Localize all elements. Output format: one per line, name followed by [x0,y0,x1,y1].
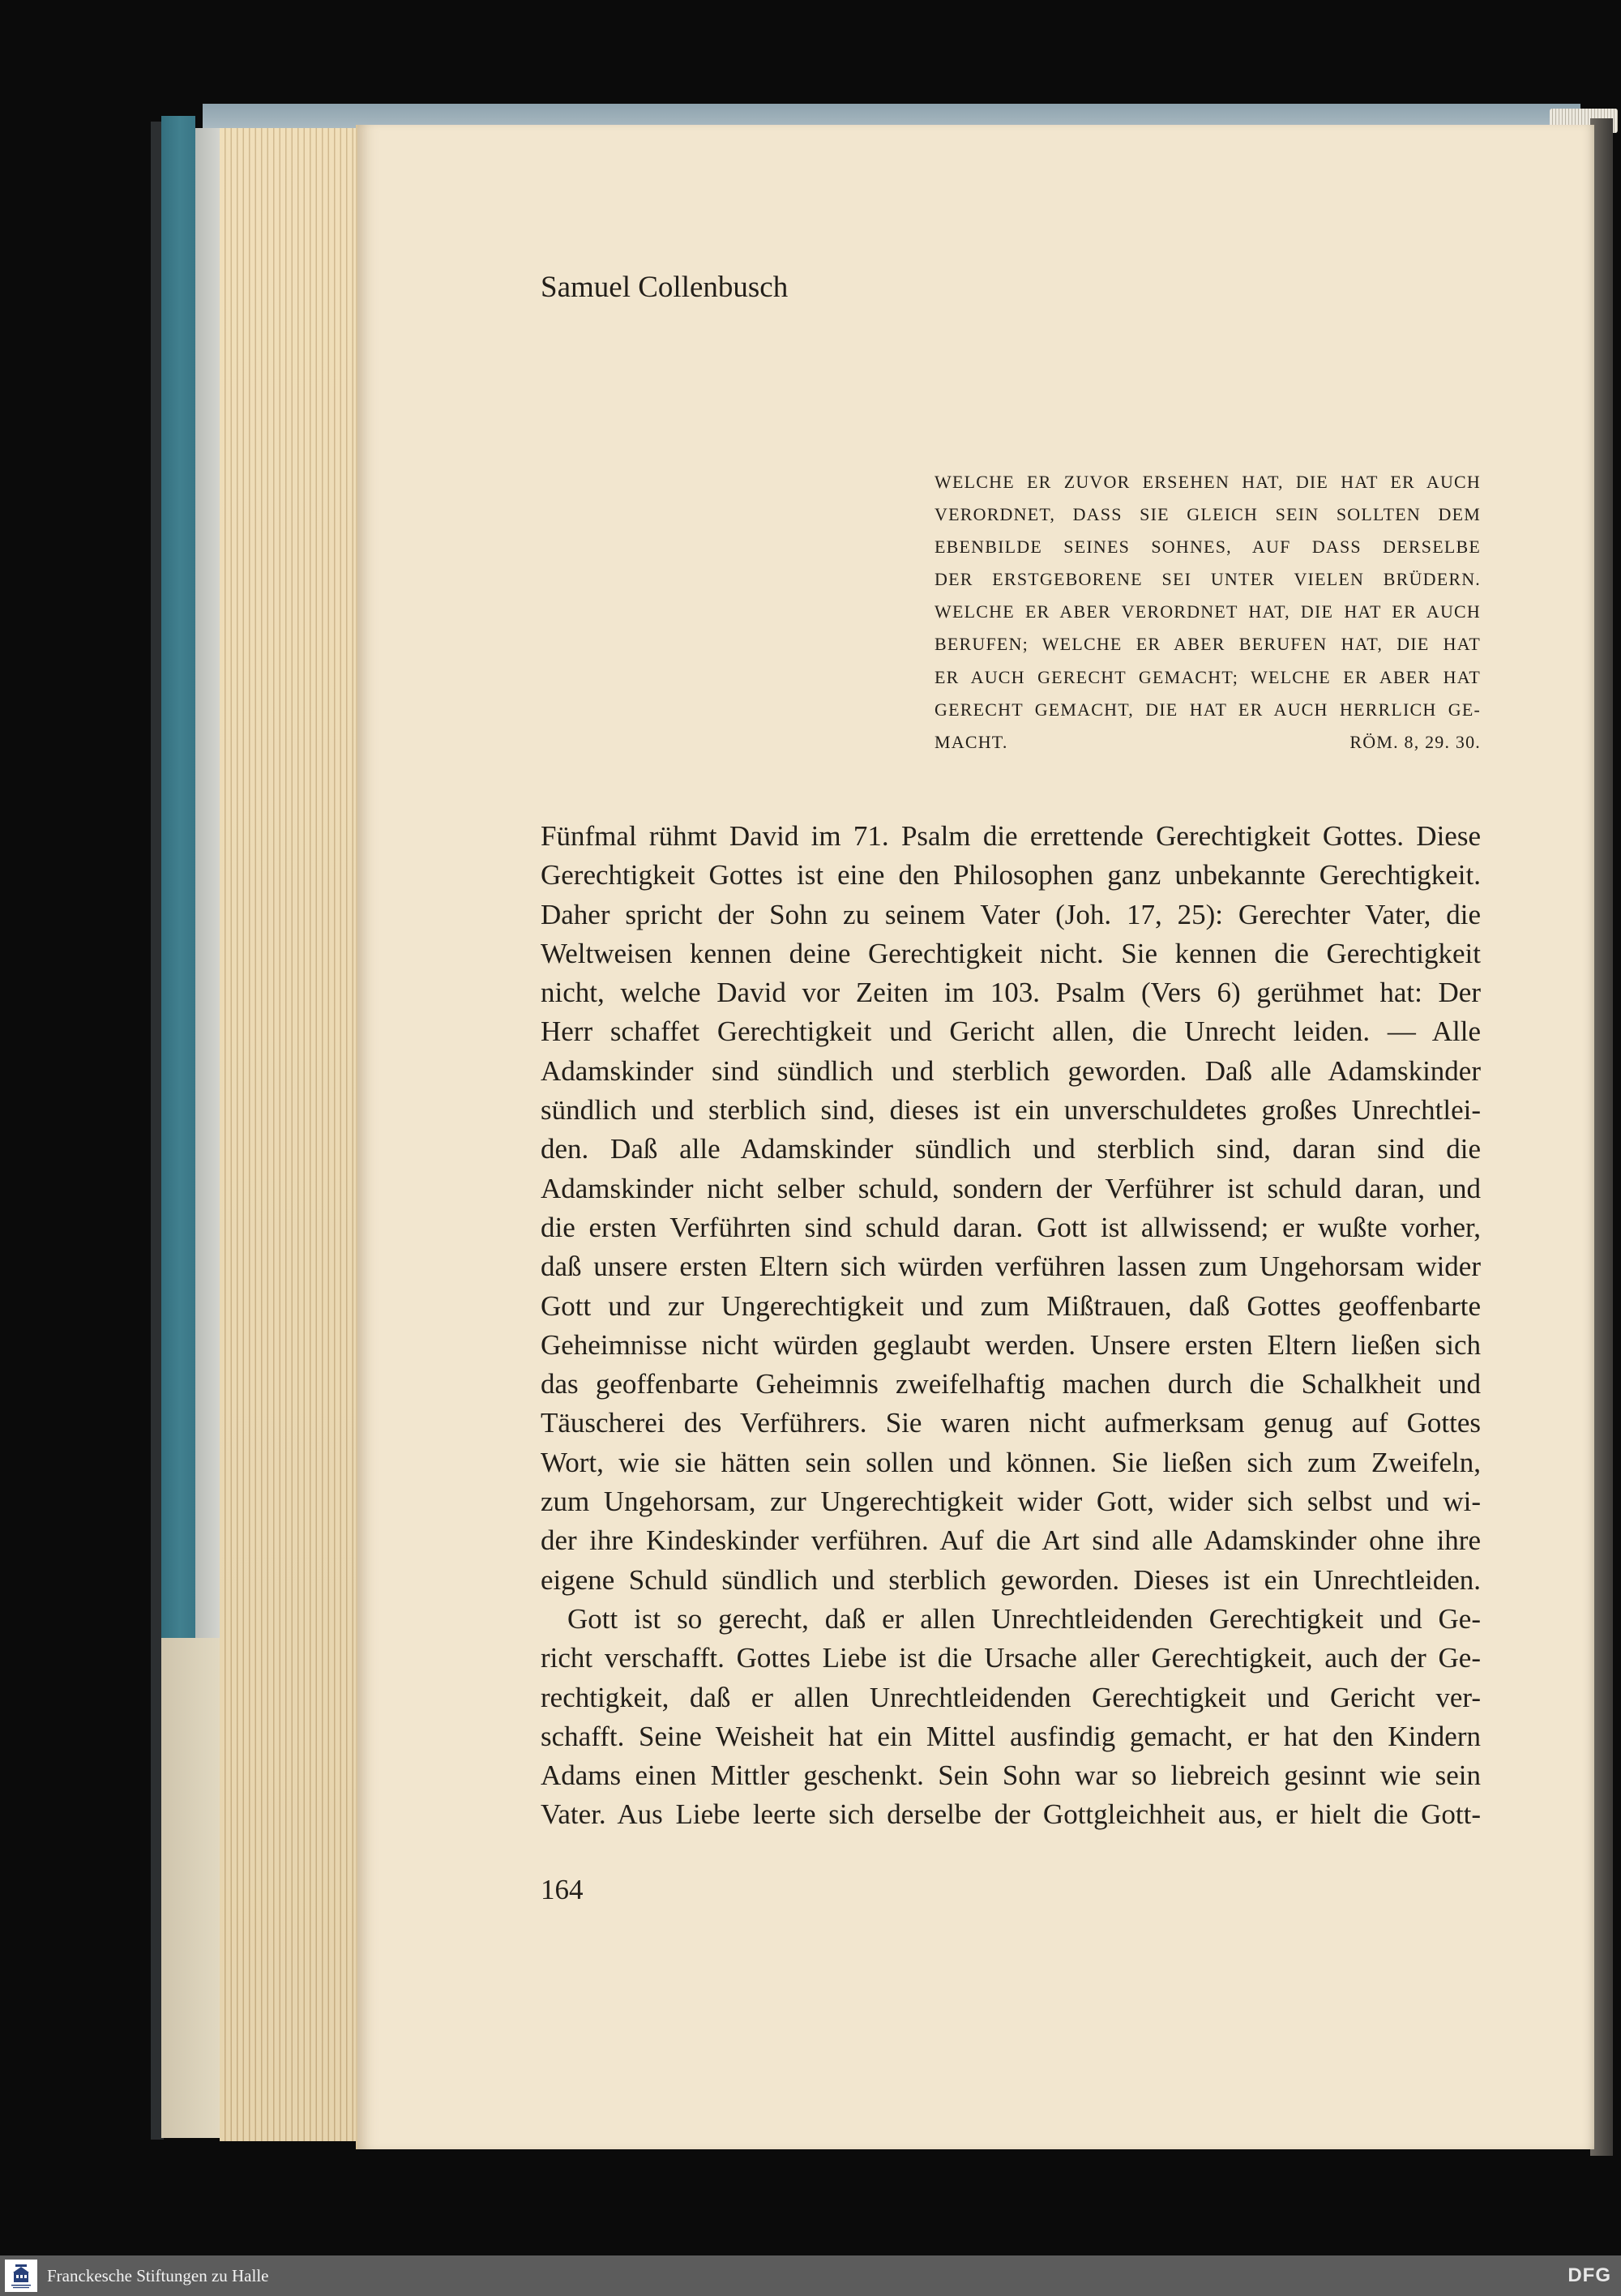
epigraph-line: DER ERSTGEBORENE SEI UNTER VIELEN BRÜDERN. [935,569,1481,590]
book-spine [161,116,195,1638]
epigraph-line: EBENBILDE SEINES SOHNES, AUF DASS DERSELBE [935,537,1481,558]
body-line: Daher spricht der Sohn zu seinem Vater (Joh. 17, 25): Gerechter Vater, die [541,898,1481,930]
epigraph-reference: RÖM. 8, 29. 30. [1349,731,1481,752]
epigraph [935,466,1481,759]
body-line: das geoffenbarte Geheimnis zweifelhaftig machen durch die Schalkheit und [541,1368,1481,1400]
body-line: nicht, welche David vor Zeiten im 103. Psalm (Vers 6) gerühmet hat: Der [541,977,1481,1009]
body-line: richt verschafft. Gottes Liebe ist die Ursache aller Gerechtigkeit, auch der Ge- [541,1642,1481,1674]
book-page [356,125,1594,2149]
page-stack-edges [220,128,357,2141]
book-cover-inner-strip [195,128,220,1638]
body-line: rechtigkeit, daß er allen Unrechtleidenden Gerechtigkeit und Gericht ver- [541,1681,1481,1713]
body-line: sündlich und sterblich sind, dieses ist ein unverschuldetes großes Unrechtlei- [541,1094,1481,1127]
epigraph-line: BERUFEN; WELCHE ER ABER BERUFEN HAT, DIE HAT [935,634,1481,655]
body-line: Gott ist so gerecht, daß er allen Unrechtleidenden Gerechtigkeit und Ge- [567,1602,1481,1635]
franckesche-stiftungen-logo-icon [5,2260,37,2292]
body-line: schafft. Seine Weisheit hat ein Mittel ausfindig gemacht, er hat den Kindern [541,1720,1481,1752]
institution-name: Franckesche Stiftungen zu Halle [47,2266,269,2285]
body-line: Herr schaffet Gerechtigkeit und Gericht allen, die Unrecht leiden. — Alle [541,1015,1481,1048]
running-head: Samuel Collenbusch [541,271,789,304]
epigraph-line-end: MACHT. [935,731,1008,752]
epigraph-line: ER AUCH GERECHT GEMACHT; WELCHE ER ABER HAT [935,666,1481,687]
body-paragraph [541,817,1481,1600]
page-number: 164 [541,1874,584,1905]
body-line: eigene Schuld sündlich und sterblich geworden. Dieses ist ein Unrechtleiden. [541,1563,1481,1596]
body-line: Vater. Aus Liebe leerte sich derselbe der Gottgleichheit aus, er hielt die Gott- [541,1798,1481,1831]
body-line: Adamskinder nicht selber schuld, sondern der Verführer ist schuld daran, und [541,1172,1481,1204]
epigraph-line: VERORDNET, DASS SIE GLEICH SEIN SOLLTEN DEM [935,504,1481,525]
body-line: den. Daß alle Adamskinder sündlich und sterblich sind, daran sind die [541,1133,1481,1165]
epigraph-line: WELCHE ER ZUVOR ERSEHEN HAT, DIE HAT ER AUCH [935,472,1481,492]
body-line: die ersten Verführten sind schuld daran. Gott ist allwissend; er wußte vorher, [541,1211,1481,1243]
body-line: Wort, wie sie hätten sein sollen und können. Sie ließen sich zum Zweifeln, [541,1446,1481,1478]
body-line: daß unsere ersten Eltern sich würden verführen lassen zum Ungehorsam wider [541,1251,1481,1283]
dfg-logo: DFG [1568,2264,1611,2286]
footer-bar [0,2255,1621,2296]
body-line: zum Ungehorsam, zur Ungerechtigkeit wider Gott, wider sich selbst und wi- [541,1486,1481,1518]
body-line: Gott und zur Ungerechtigkeit und zum Mißtrauen, daß Gottes geoffenbarte [541,1289,1481,1322]
epigraph-last-line [935,726,1481,759]
body-line: Täuscherei des Verführers. Sie waren nicht aufmerksam genug auf Gottes [541,1407,1481,1439]
body-line: der ihre Kindeskinder verführen. Auf die Art sind alle Adamskinder ohne ihre [541,1524,1481,1557]
body-line: Adamskinder sind sündlich und sterblich geworden. Daß alle Adamskinder [541,1054,1481,1087]
epigraph-line: GERECHT GEMACHT, DIE HAT ER AUCH HERRLICH GE- [935,699,1481,720]
body-line: Geheimnisse nicht würden geglaubt werden. Unsere ersten Eltern ließen sich [541,1328,1481,1361]
epigraph-line: WELCHE ER ABER VERORDNET HAT, DIE HAT ER AUCH [935,601,1481,622]
body-line: Gerechtigkeit Gottes ist eine den Philosophen ganz unbekannte Gerechtigkeit. [541,859,1481,891]
body-paragraph [541,1600,1481,1835]
book-cover-lower-strip [161,1638,220,2138]
body-line: Fünfmal rühmt David im 71. Psalm die errettende Gerechtigkeit Gottes. Diese [541,820,1481,852]
body-line: Adams einen Mittler geschenkt. Sein Sohn war so liebreich gesinnt wie sein [541,1759,1481,1792]
body-line: Weltweisen kennen deine Gerechtigkeit nicht. Sie kennen die Gerechtigkeit [541,937,1481,969]
body-text [541,817,1481,1835]
